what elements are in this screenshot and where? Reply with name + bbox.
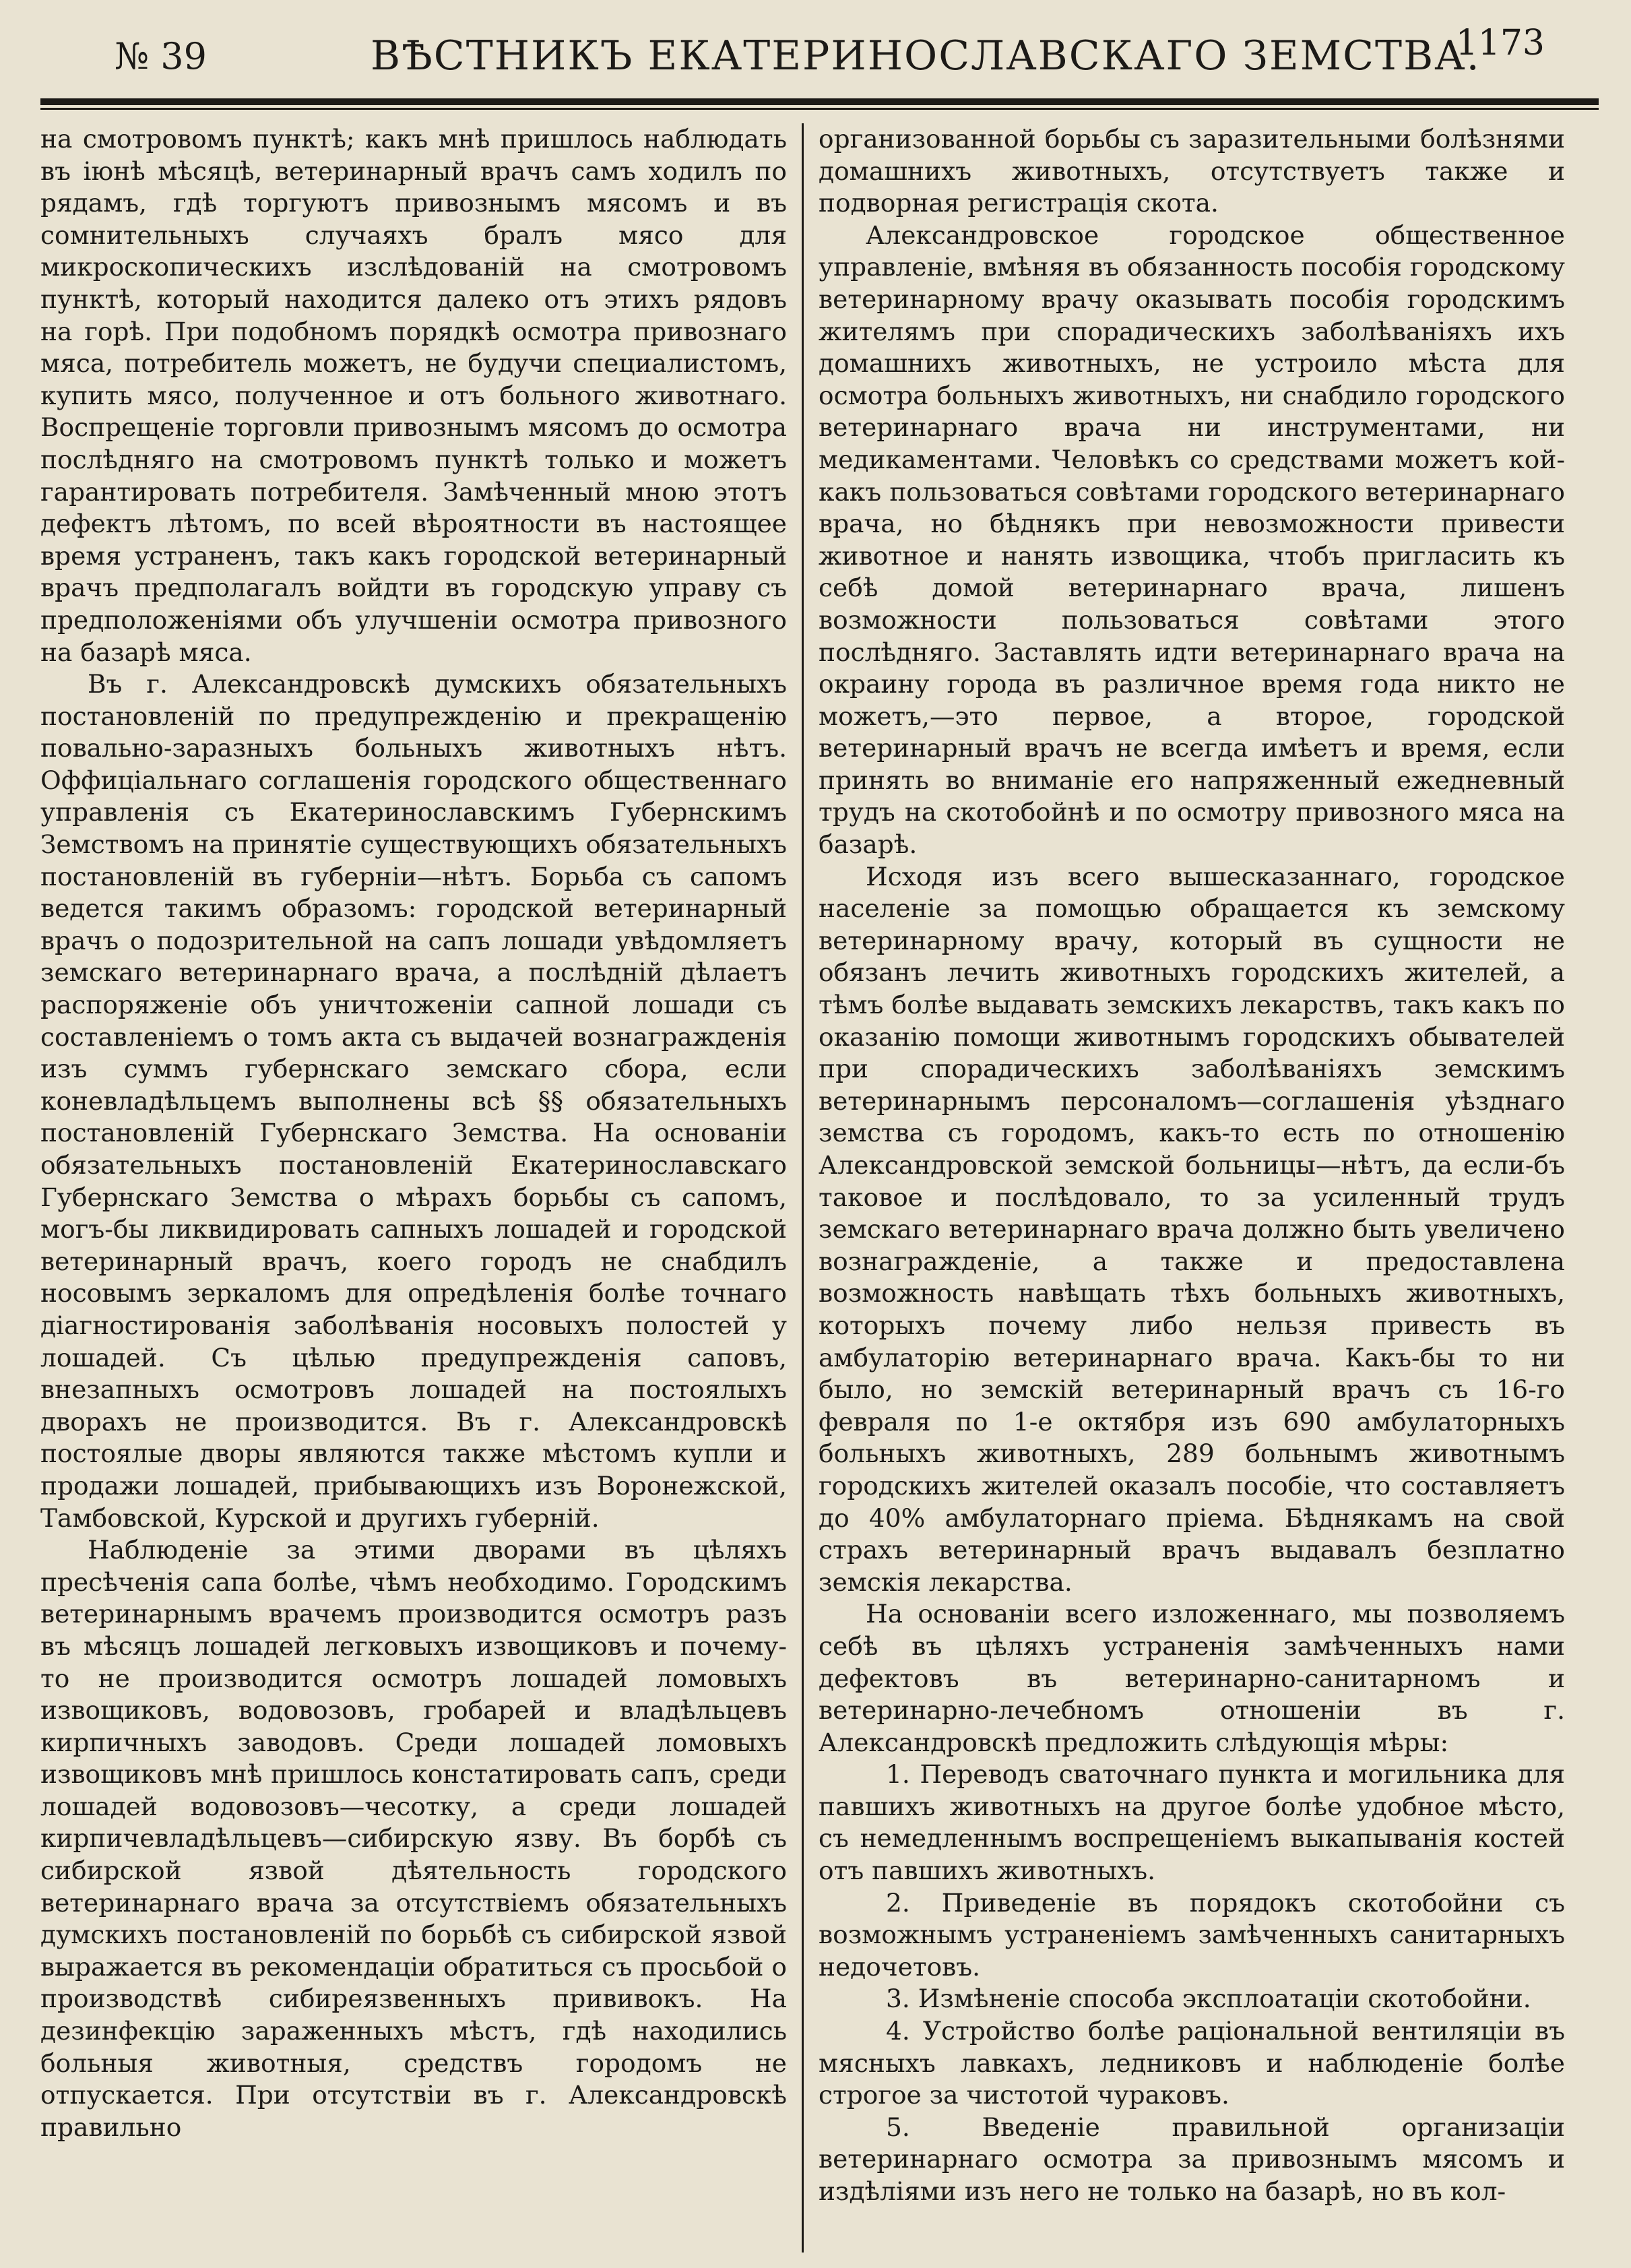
paragraph: Въ г. Александровскѣ думскихъ обязательныхъ постановленій по предупрежденію и прекращенію повально-заразныхъ больныхъ животныхъ нѣтъ. Оффиціальнаго соглашенія городского общественнаго управленія съ Екатеринославскимъ Губернскимъ Земствомъ на принятіе существующихъ обязательныхъ постановленій въ губерніи—нѣтъ. Борьба съ сапомъ ведется такимъ образомъ: городской ветеринарный врачъ о подозрительной на сапъ лошади увѣдомляетъ земскаго ветеринарнаго врача, а послѣдній дѣлаетъ распоряженіе объ уничтоженіи сапной лошади съ составленіемъ о томъ акта съ выдачей вознагражденія изъ суммъ губернскаго земскаго сбора, если коневладѣльцемъ выполнены всѣ §§ обязательныхъ постановленій Губернскаго Земства. На основаніи обязательныхъ постановленій Екатеринославскаго Губернскаго Земства о мѣрахъ борьбы съ сапомъ, могъ-бы ликвидировать сапныхъ лошадей и городской ветеринарный врачъ, коего городъ не снабдилъ носовымъ зеркаломъ для опредѣленія болѣе точнаго діагностированія заболѣванія носовыхъ полостей у лошадей. Съ цѣлью предупрежденія саповъ, внезапныхъ осмотровъ лошадей на постоялыхъ дворахъ не производится. Въ г. Александровскѣ постоялые дворы являются также мѣстомъ купли и продажи лошадей, прибывающихъ изъ Воронежской, Тамбовской, Курской и другихъ губерній.: [40, 669, 787, 1533]
paragraph: Наблюденіе за этими дворами въ цѣляхъ пресѣченія сапа болѣе, чѣмъ необходимо. Городскимъ ветеринарнымъ врачемъ производится осмотръ разъ въ мѣсяцъ лошадей легковыхъ извощиковъ и почему-то не производится осмотръ лошадей ломовыхъ извощиковъ, водовозовъ, гробарей и владѣльцевъ кирпичныхъ заводовъ. Среди лошадей ломовыхъ извощиковъ мнѣ пришлось констатировать сапъ, среди лошадей водовозовъ—чесотку, а среди лошадей кирпичевладѣльцевъ—сибирскую язву. Въ борбѣ съ сибирской язвой дѣятельность городского ветеринарнаго врача за отсутствіемъ обязательныхъ думскихъ постановленій по борьбѣ съ сибирской язвой выражается въ рекомендаціи обратиться съ просьбой о производствѣ сибиреязвенныхъ прививокъ. На дезинфекцію зараженныхъ мѣстъ, гдѣ находились больныя животныя, средствъ городомъ не отпускается. При отсутствіи въ г. Александровскѣ правильно: [40, 1535, 787, 2142]
paragraph: организованной борьбы съ заразительными болѣзнями домашнихъ животныхъ, отсутствуетъ также и подворная регистрація скота.: [819, 124, 1565, 218]
text-columns: [40, 123, 1599, 2253]
paragraph: Александровское городское общественное управленіе, вмѣняя въ обязанность пособія городскому ветеринарному врачу оказывать пособія городскимъ жителямъ при спорадическихъ заболѣваніяхъ ихъ домашнихъ животныхъ, не устроило мѣста для осмотра больныхъ животныхъ, ни снабдило городского ветеринарнаго врача ни инструментами, ни медикаментами. Человѣкъ со средствами можетъ кой-какъ пользоваться совѣтами городского ветеринарнаго врача, но бѣднякъ при невозможности привести животное и нанять извощика, чтобъ пригласить къ себѣ домой ветеринарнаго врача, лишенъ возможности пользоваться совѣтами этого послѣдняго. Заставлять идти ветеринарнаго врача на окраину города въ различное время года никто не можетъ,—это первое, а второе, городской ветеринарный врачъ не всегда имѣетъ и время, если принять во вниманіе его напряженный ежедневный трудъ на скотобойнѣ и по осмотру привозного мяса на базарѣ.: [819, 220, 1565, 860]
list-item: 2. Приведеніе въ порядокъ скотобойни съ возможнымъ устраненіемъ замѣченныхъ санитарныхъ недочетовъ.: [819, 1887, 1565, 1982]
list-item: 4. Устройство болѣе раціональной вентиляціи въ мясныхъ лавкахъ, ледниковъ и наблюденіе болѣе строгое за чистотой чураковъ.: [819, 2016, 1565, 2110]
paragraph: На основаніи всего изложеннаго, мы позволяемъ себѣ въ цѣляхъ устраненія замѣченныхъ нами дефектовъ въ ветеринарно-санитарномъ и ветеринарно-лечебномъ отношеніи въ г. Александровскѣ предложить слѣдующія мѣры:: [819, 1599, 1565, 1757]
journal-title: ВѢСТНИКЪ ЕКАТЕРИНОСЛАВСКАГО ЗЕМСТВА.: [371, 32, 1481, 80]
page-header: [40, 20, 1599, 80]
paragraph: Исходя изъ всего вышесказаннаго, городское населеніе за помощью обращается къ земскому ветеринарному врачу, который въ сущности не обязанъ лечить животныхъ городскихъ жителей, а тѣмъ болѣе выдавать земскихъ лекарствъ, такъ какъ по оказанію помощи животнымъ городскихъ обывателей при спорадическихъ заболѣваніяхъ земскимъ ветеринарнымъ персоналомъ—соглашенія уѣзднаго земства съ городомъ, какъ-то есть по отношенію Александровской земской больницы—нѣтъ, да если-бъ таковое и послѣдовало, то за усиленный трудъ земскаго ветеринарнаго врача должно быть увеличено вознагражденіе, а также и предоставлена возможность навѣщать тѣхъ больныхъ животныхъ, которыхъ почему либо нельзя привесть въ амбулаторію ветеринарнаго врача. Какъ-бы то ни было, но земскій ветеринарный врачъ съ 16-го февраля по 1-е октября изъ 690 амбулаторныхъ больныхъ животныхъ, 289 больнымъ животнымъ городскихъ жителей оказалъ пособіе, что составляетъ до 40% амбулаторнаго пріема. Бѣднякамъ на свой страхъ ветеринарный врачъ выдавалъ безплатно земскія лекарства.: [819, 861, 1565, 1597]
page-number: 1173: [1455, 23, 1545, 63]
header-rule-thick: [40, 98, 1599, 105]
list-item: 5. Введеніе правильной организаціи ветеринарнаго осмотра за привознымъ мясомъ и издѣліями изъ него не только на базарѣ, но въ кол-: [819, 2112, 1565, 2206]
list-item: 3. Измѣненіе способа эксплоатаціи скотобойни.: [886, 1984, 1531, 2014]
left-column: [40, 123, 802, 2253]
issue-number: № 39: [115, 35, 207, 77]
right-column: [804, 123, 1565, 2253]
paragraph: на смотровомъ пунктѣ; какъ мнѣ пришлось наблюдать въ іюнѣ мѣсяцѣ, ветеринарный врачъ самъ ходилъ по рядамъ, гдѣ торгуютъ привознымъ мясомъ и въ сомнительныхъ случаяхъ бралъ мясо для микроскопическихъ изслѣдованій на смотровомъ пунктѣ, который находится далеко отъ этихъ рядовъ на горѣ. При подобномъ порядкѣ осмотра привознаго мяса, потребитель можетъ, не будучи специалистомъ, купить мясо, полученное и отъ больного животнаго. Воспрещеніе торговли привознымъ мясомъ до осмотра послѣдняго на смотровомъ пунктѣ только и можетъ гарантировать потребителя. Замѣченный мною этотъ дефектъ лѣтомъ, по всей вѣроятности въ настоящее время устраненъ, такъ какъ городской ветеринарный врачъ предполагалъ войдти въ городскую управу съ предположеніями объ улучшеніи осмотра привозного на базарѣ мяса.: [40, 124, 787, 667]
header-rule-thin: [40, 108, 1599, 110]
list-item: 1. Переводъ сваточнаго пункта и могильника для павшихъ животныхъ на другое болѣе удобное мѣсто, съ немедленнымъ воспрещеніемъ выкапыванія костей отъ павшихъ животныхъ.: [819, 1759, 1565, 1886]
